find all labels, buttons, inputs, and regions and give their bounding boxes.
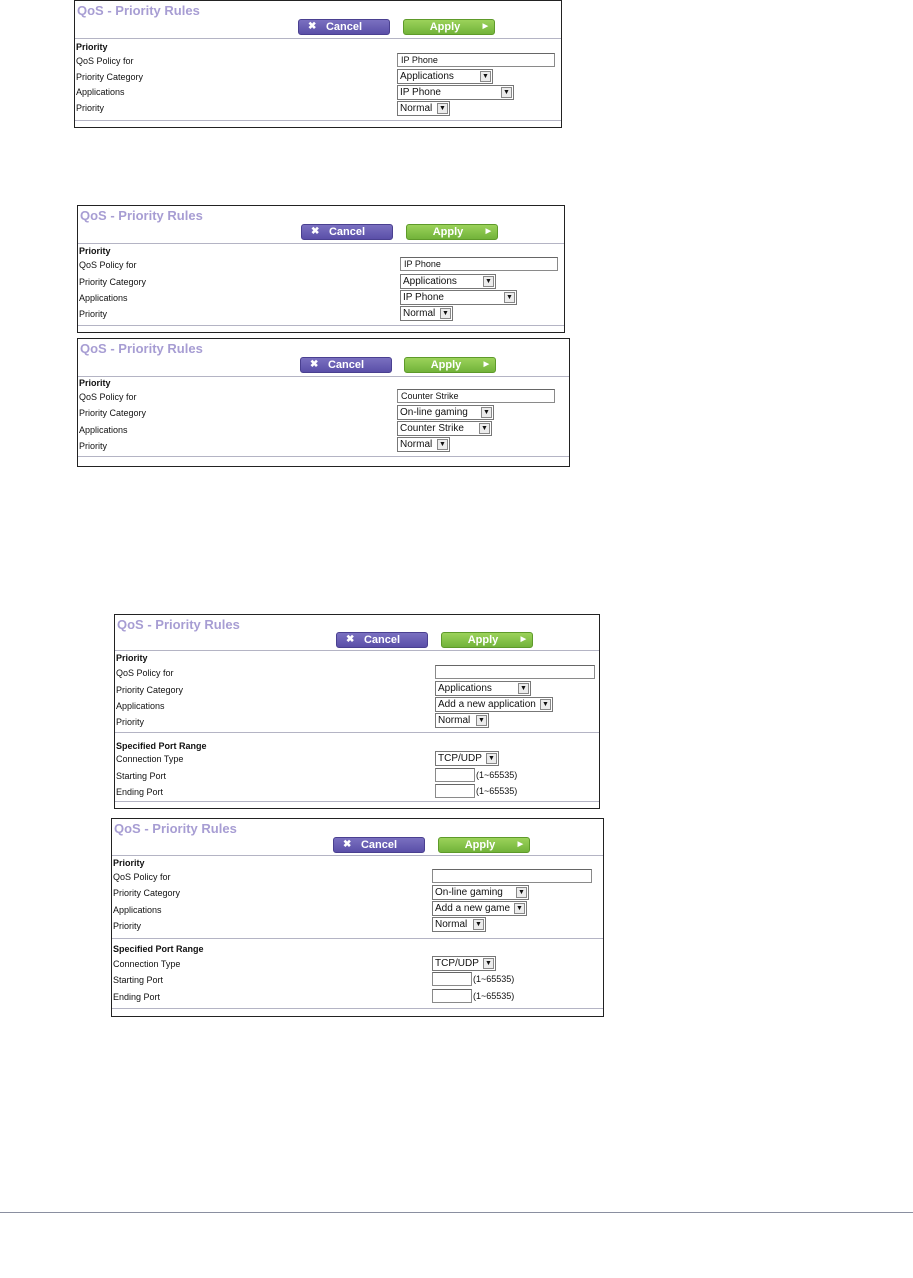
selected-value: TCP/UDP (435, 958, 479, 969)
panel-title: QoS - Priority Rules (77, 3, 200, 18)
priority-select[interactable] (400, 306, 453, 321)
connection-type-label: Connection Type (113, 959, 181, 969)
chevron-down-icon[interactable]: ▼ (514, 903, 525, 914)
starting-port-label: Starting Port (113, 975, 164, 985)
cancel-button[interactable] (333, 837, 425, 853)
chevron-down-icon[interactable]: ▼ (476, 715, 487, 726)
priority-heading: Priority (76, 42, 108, 52)
priority-heading: Priority (116, 653, 148, 663)
applications-select[interactable] (432, 901, 527, 916)
apply-button[interactable] (403, 19, 495, 35)
qos-policy-label: QoS Policy for (79, 392, 137, 402)
cancel-button[interactable] (298, 19, 390, 35)
cancel-label: Cancel (363, 634, 401, 646)
apply-label: Apply (432, 226, 464, 238)
apply-button[interactable] (406, 224, 498, 240)
chevron-down-icon[interactable]: ▼ (504, 292, 515, 303)
priority-select[interactable] (397, 101, 450, 116)
selected-value: Normal (435, 919, 468, 930)
qos-policy-label: QoS Policy for (113, 872, 171, 882)
priority-label: Priority (116, 717, 145, 727)
apply-label: Apply (429, 21, 461, 33)
arrow-right-icon: ▶ (483, 361, 489, 368)
cancel-label: Cancel (328, 226, 366, 238)
qos-rules-panel-5 (111, 818, 604, 1017)
bottom-divider (115, 801, 599, 802)
applications-label: Applications (113, 905, 162, 915)
panel-title: QoS - Priority Rules (80, 208, 203, 223)
section-divider (115, 650, 599, 651)
apply-label: Apply (467, 634, 499, 646)
selected-value: Applications (400, 71, 454, 82)
selected-value: Applications (403, 276, 457, 287)
qos-policy-label: QoS Policy for (116, 668, 174, 678)
selected-value: On-line gaming (400, 407, 468, 418)
chevron-down-icon[interactable]: ▼ (483, 958, 494, 969)
selected-value: Counter Strike (400, 423, 464, 434)
chevron-down-icon[interactable]: ▼ (437, 439, 448, 450)
priority-select[interactable] (432, 917, 486, 932)
selected-value: Applications (438, 683, 492, 694)
port-range-hint: (1~65535) (476, 786, 518, 796)
priority-heading: Priority (113, 858, 145, 868)
selected-value: Normal (438, 715, 471, 726)
ending-port-field[interactable] (435, 784, 475, 798)
priority-category-select[interactable] (432, 885, 529, 900)
selected-value: IP Phone (400, 87, 441, 98)
section-divider (112, 938, 603, 939)
bottom-divider (112, 1008, 603, 1009)
qos-policy-field[interactable]: IP Phone (400, 257, 558, 271)
applications-select[interactable] (397, 85, 514, 100)
connection-type-label: Connection Type (116, 754, 184, 764)
chevron-down-icon[interactable]: ▼ (501, 87, 512, 98)
qos-rules-panel-4 (114, 614, 600, 809)
priority-label: Priority (76, 103, 105, 113)
port-range-hint: (1~65535) (473, 991, 515, 1001)
priority-category-label: Priority Category (79, 277, 147, 287)
priority-select[interactable] (397, 437, 450, 452)
port-range-heading: Specified Port Range (116, 741, 207, 751)
applications-label: Applications (79, 293, 128, 303)
chevron-down-icon[interactable]: ▼ (479, 423, 490, 434)
port-range-heading: Specified Port Range (113, 944, 204, 954)
qos-rules-panel-3 (77, 338, 570, 467)
apply-button[interactable] (404, 357, 496, 373)
cancel-label: Cancel (325, 21, 363, 33)
priority-heading: Priority (79, 246, 111, 256)
priority-label: Priority (113, 921, 142, 931)
priority-category-select[interactable] (435, 681, 531, 696)
qos-policy-field[interactable]: Counter Strike (397, 389, 555, 403)
priority-category-select[interactable] (397, 69, 493, 84)
selected-value: Normal (400, 439, 433, 450)
qos-rules-panel-1 (74, 0, 562, 128)
chevron-down-icon[interactable]: ▼ (437, 103, 448, 114)
selected-value: Add a new application (438, 699, 536, 710)
selected-value: Normal (400, 103, 433, 114)
chevron-down-icon[interactable]: ▼ (518, 683, 529, 694)
priority-category-label: Priority Category (76, 72, 144, 82)
selected-value: Normal (403, 308, 436, 319)
connection-type-select[interactable] (435, 751, 499, 766)
applications-select[interactable] (435, 697, 553, 712)
apply-label: Apply (464, 839, 496, 851)
priority-heading: Priority (79, 378, 111, 388)
priority-label: Priority (79, 441, 108, 451)
applications-select[interactable] (400, 290, 517, 305)
starting-port-label: Starting Port (116, 771, 167, 781)
port-range-hint: (1~65535) (476, 770, 518, 780)
chevron-down-icon[interactable]: ▼ (516, 887, 527, 898)
chevron-down-icon[interactable]: ▼ (480, 71, 491, 82)
applications-label: Applications (79, 425, 128, 435)
close-icon: ✖ (308, 21, 317, 32)
applications-label: Applications (76, 87, 125, 97)
priority-category-select[interactable] (400, 274, 496, 289)
bottom-divider (75, 120, 561, 121)
ending-port-label: Ending Port (116, 787, 164, 797)
apply-label: Apply (430, 359, 462, 371)
selected-value: IP Phone (403, 292, 444, 303)
port-range-hint: (1~65535) (473, 974, 515, 984)
chevron-down-icon[interactable]: ▼ (473, 919, 484, 930)
arrow-right-icon: ▶ (482, 23, 488, 30)
chevron-down-icon[interactable]: ▼ (486, 753, 497, 764)
qos-policy-field[interactable]: IP Phone (397, 53, 555, 67)
qos-rules-panel-2 (77, 205, 565, 333)
priority-category-label: Priority Category (79, 408, 147, 418)
section-divider (112, 855, 603, 856)
section-divider (115, 732, 599, 733)
section-divider (75, 38, 561, 39)
priority-category-label: Priority Category (113, 888, 181, 898)
connection-type-select[interactable] (432, 956, 496, 971)
applications-label: Applications (116, 701, 165, 711)
ending-port-field[interactable] (432, 989, 472, 1003)
section-divider (78, 243, 564, 244)
priority-label: Priority (79, 309, 108, 319)
chevron-down-icon[interactable]: ▼ (481, 407, 492, 418)
arrow-right-icon: ▶ (520, 636, 526, 643)
arrow-right-icon: ▶ (485, 228, 491, 235)
close-icon: ✖ (311, 226, 320, 237)
bottom-divider (78, 456, 569, 457)
panel-title: QoS - Priority Rules (117, 617, 240, 632)
qos-policy-label: QoS Policy for (76, 56, 134, 66)
page-footer-rule (0, 1212, 913, 1213)
section-divider (78, 376, 569, 377)
cancel-button[interactable] (336, 632, 428, 648)
close-icon: ✖ (346, 634, 355, 645)
priority-select[interactable] (435, 713, 489, 728)
starting-port-field[interactable] (435, 768, 475, 782)
selected-value: Add a new game (435, 903, 511, 914)
apply-button[interactable] (441, 632, 533, 648)
ending-port-label: Ending Port (113, 992, 161, 1002)
chevron-down-icon[interactable]: ▼ (440, 308, 451, 319)
qos-policy-field[interactable] (432, 869, 592, 883)
apply-button[interactable] (438, 837, 530, 853)
qos-policy-field[interactable] (435, 665, 595, 679)
close-icon: ✖ (310, 359, 319, 370)
close-icon: ✖ (343, 839, 352, 850)
cancel-label: Cancel (360, 839, 398, 851)
priority-category-select[interactable] (397, 405, 494, 420)
arrow-right-icon: ▶ (517, 841, 523, 848)
selected-value: On-line gaming (435, 887, 503, 898)
starting-port-field[interactable] (432, 972, 472, 986)
panel-title: QoS - Priority Rules (80, 341, 203, 356)
cancel-label: Cancel (327, 359, 365, 371)
cancel-button[interactable] (300, 357, 392, 373)
chevron-down-icon[interactable]: ▼ (483, 276, 494, 287)
chevron-down-icon[interactable]: ▼ (540, 699, 551, 710)
qos-policy-label: QoS Policy for (79, 260, 137, 270)
cancel-button[interactable] (301, 224, 393, 240)
panel-title: QoS - Priority Rules (114, 821, 237, 836)
selected-value: TCP/UDP (438, 753, 482, 764)
bottom-divider (78, 325, 564, 326)
applications-select[interactable] (397, 421, 492, 436)
priority-category-label: Priority Category (116, 685, 184, 695)
